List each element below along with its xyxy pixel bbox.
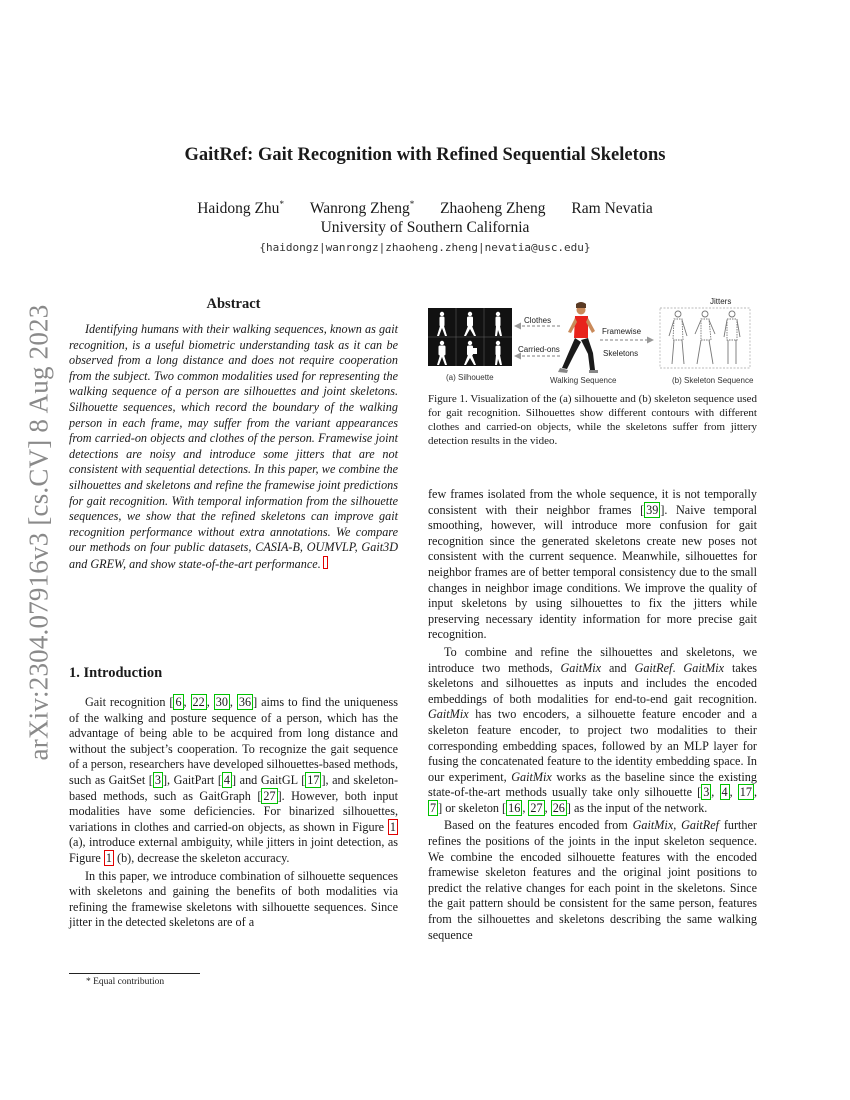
footnote-link-box[interactable]: [323, 556, 328, 569]
affiliation: University of Southern California: [320, 219, 530, 236]
figure-1: [428, 296, 757, 388]
subfigure-b-label: (b) Skeleton Sequence: [672, 376, 754, 385]
label-jitters: Jitters: [710, 297, 732, 306]
citation-link[interactable]: 4: [223, 772, 231, 787]
author-3: Zhaoheng Zheng: [440, 200, 546, 218]
citation-link[interactable]: 3: [154, 772, 161, 787]
silhouette-grid: [428, 308, 512, 366]
walking-person-figure: [558, 302, 598, 373]
author-1: Haidong Zhu*: [197, 199, 284, 218]
intro-paragraph-2: In this paper, we introduce combination of silhouette sequences with skeletons and gaining the benefits of both modalities via refining the framewise skeletons with silhouette sequences. Since jitter in the detected skeletons are of a: [69, 868, 398, 930]
citation-link[interactable]: 6: [175, 695, 182, 709]
subfigure-walking-label: Walking Sequence: [550, 376, 617, 385]
citation-link[interactable]: 17: [307, 772, 320, 787]
label-framewise: Framewise: [602, 327, 642, 336]
abstract-text: Identifying humans with their walking sequences, known as gait recognition, is a useful biometric understanding task as it can be observed from a long distance and does not require cooperation from the subject. Two common modalities used for representing the walking sequence of a person are silhouettes and joint skeletons. Silhouette sequences, which record the boundary of the walking person in each frame, may suffer from the variant appearances from carried-on objects and clothes of the person. Framewise joint detections are noisy and introduce some jitters that are not consistent with sequential detections. In this paper, we combine the silhouettes and skeletons and refine the framewise joint predictions for gait recognition. With temporal information from the silhouette sequences, we show that the refined skeletons can improve gait recognition performance without extra annotations. We compare our methods on four public datasets, CASIA-B, OUMVLP, Gait3D and GREW, and show state-of-the-art performance.: [69, 322, 398, 571]
citation-link[interactable]: 39: [646, 502, 659, 517]
citation-link[interactable]: 22: [192, 695, 205, 709]
author-list: [0, 199, 850, 218]
label-clothes: Clothes: [524, 316, 552, 325]
author-4: Ram Nevatia: [571, 200, 653, 218]
figure-link[interactable]: 1: [389, 819, 396, 834]
citation-link[interactable]: 26: [552, 800, 565, 815]
arrow-framewise: [600, 337, 654, 344]
introduction-body: [69, 695, 398, 931]
right-paragraph-3: Based on the features encoded from GaitMix, GaitRef further refines the positions of the joints in the input skeleton sequence. We combine the encoded silhouette features with the encoded framewise skeleton features and the original joint positions to predict the relative changes for each point in the skeletons. Since the gait pattern should be consistent for the same person, features from the silhouettes and skeletons describing the same walking sequence: [428, 818, 757, 942]
author-email[interactable]: {haidongz|wanrongz|zhaoheng.zheng|nevatia@usc.edu}: [259, 241, 591, 254]
figure-caption: Figure 1. Visualization of the (a) silhouette and (b) skeleton sequence used for gait recognition. Silhouettes show different contours with different clothes and carried-on objects, while the skeletons suffer from jittery detection results in the video.: [428, 393, 757, 447]
citation-link[interactable]: 4: [721, 785, 728, 800]
footnote: * Equal contribution: [86, 977, 165, 987]
abstract-heading: Abstract: [206, 296, 261, 312]
citation-link[interactable]: 16: [508, 800, 521, 815]
abstract-body: [69, 322, 398, 573]
paper-title: GaitRef: Gait Recognition with Refined Sequential Skeletons: [184, 145, 666, 165]
right-paragraph-2: To combine and refine the silhouettes and skeletons, we introduce two methods, GaitMix and GaitRef. GaitMix takes skeletons and silhouettes as inputs and includes the encoded embeddings of both modalities for end-to-end gait recognition. GaitMix has two encoders, a silhouette feature encoder and a skeleton feature encoder, to project two modalities to their corresponding embedding spaces, followed by an MLP layer for fusing the concatenated feature to the identity embedding space. In our experiment, GaitMix works as the baseline since the existing state-of-the-art methods usually take only silhouette [ 3 , 4 , 17 , 7 ] or skeleton [ 16 , 27 , 26 ] as the input of the network.: [428, 644, 758, 815]
footnote-rule: [69, 973, 200, 974]
person-shirt: [574, 316, 588, 338]
right-paragraph-1: few frames isolated from the whole sequence, it is not temporally consistent with their neighbor frames [ 39 ]. Naive temporal smoothing, however, will introduce more confusion for gait recognition since the generated skeletons create new poses not consistent with the current sequence. Meanwhile, silhouettes for neighbor frames are of better temporal consistency due to the small changes in neighbor image conditions. We improve the quality of input skeletons by using silhouettes to fix the jitters while preserving necessary identity information for more precise gait recognition.: [428, 487, 757, 642]
right-column-body: [428, 487, 757, 943]
citation-link[interactable]: 17: [739, 785, 752, 800]
citation-link[interactable]: 27: [530, 800, 543, 815]
label-carried-ons: Carried-ons: [518, 345, 560, 354]
figure-link[interactable]: 1: [105, 850, 112, 865]
author-2: Wanrong Zheng*: [309, 199, 415, 218]
citation-link[interactable]: 3: [703, 785, 710, 800]
subfigure-a-label: (a) Silhouette: [446, 373, 494, 382]
citation-link[interactable]: 27: [263, 788, 276, 803]
label-skeletons: Skeletons: [603, 349, 639, 358]
citation-link[interactable]: 36: [238, 695, 252, 709]
section-heading-introduction: 1. Introduction: [69, 665, 163, 681]
arxiv-stamp: arXiv:2304.07916v3 [cs.CV] 8 Aug 2023: [23, 304, 54, 760]
citation-link[interactable]: 7: [430, 800, 437, 815]
skeleton-sequence: [660, 308, 750, 368]
intro-paragraph-1: Gait recognition [ 6 , 22 , 30 , 36 ] aims to find the uniqueness of the walking and posture sequence of a person, which has the advantage of being able to be acquired from long distance and without the subject’s cooperation. To recognize the gait sequence of a person, researchers have developed silhouettes-based methods, such as GaitSet [ 3 ], GaitPart [ 4 ] and GaitGL [ 17 ], and skeleton-based methods, such as GaitGraph [ 27 ]. However, both input modalities have some deficiencies. For binarized silhouettes, variations in clothes and carried-on objects, as shown in Figure 1 (a), introduce external ambiguity, while jitters in joint detection, as Figure 1 (b), decrease the skeleton accuracy.: [69, 695, 399, 865]
citation-link[interactable]: 30: [215, 695, 228, 709]
